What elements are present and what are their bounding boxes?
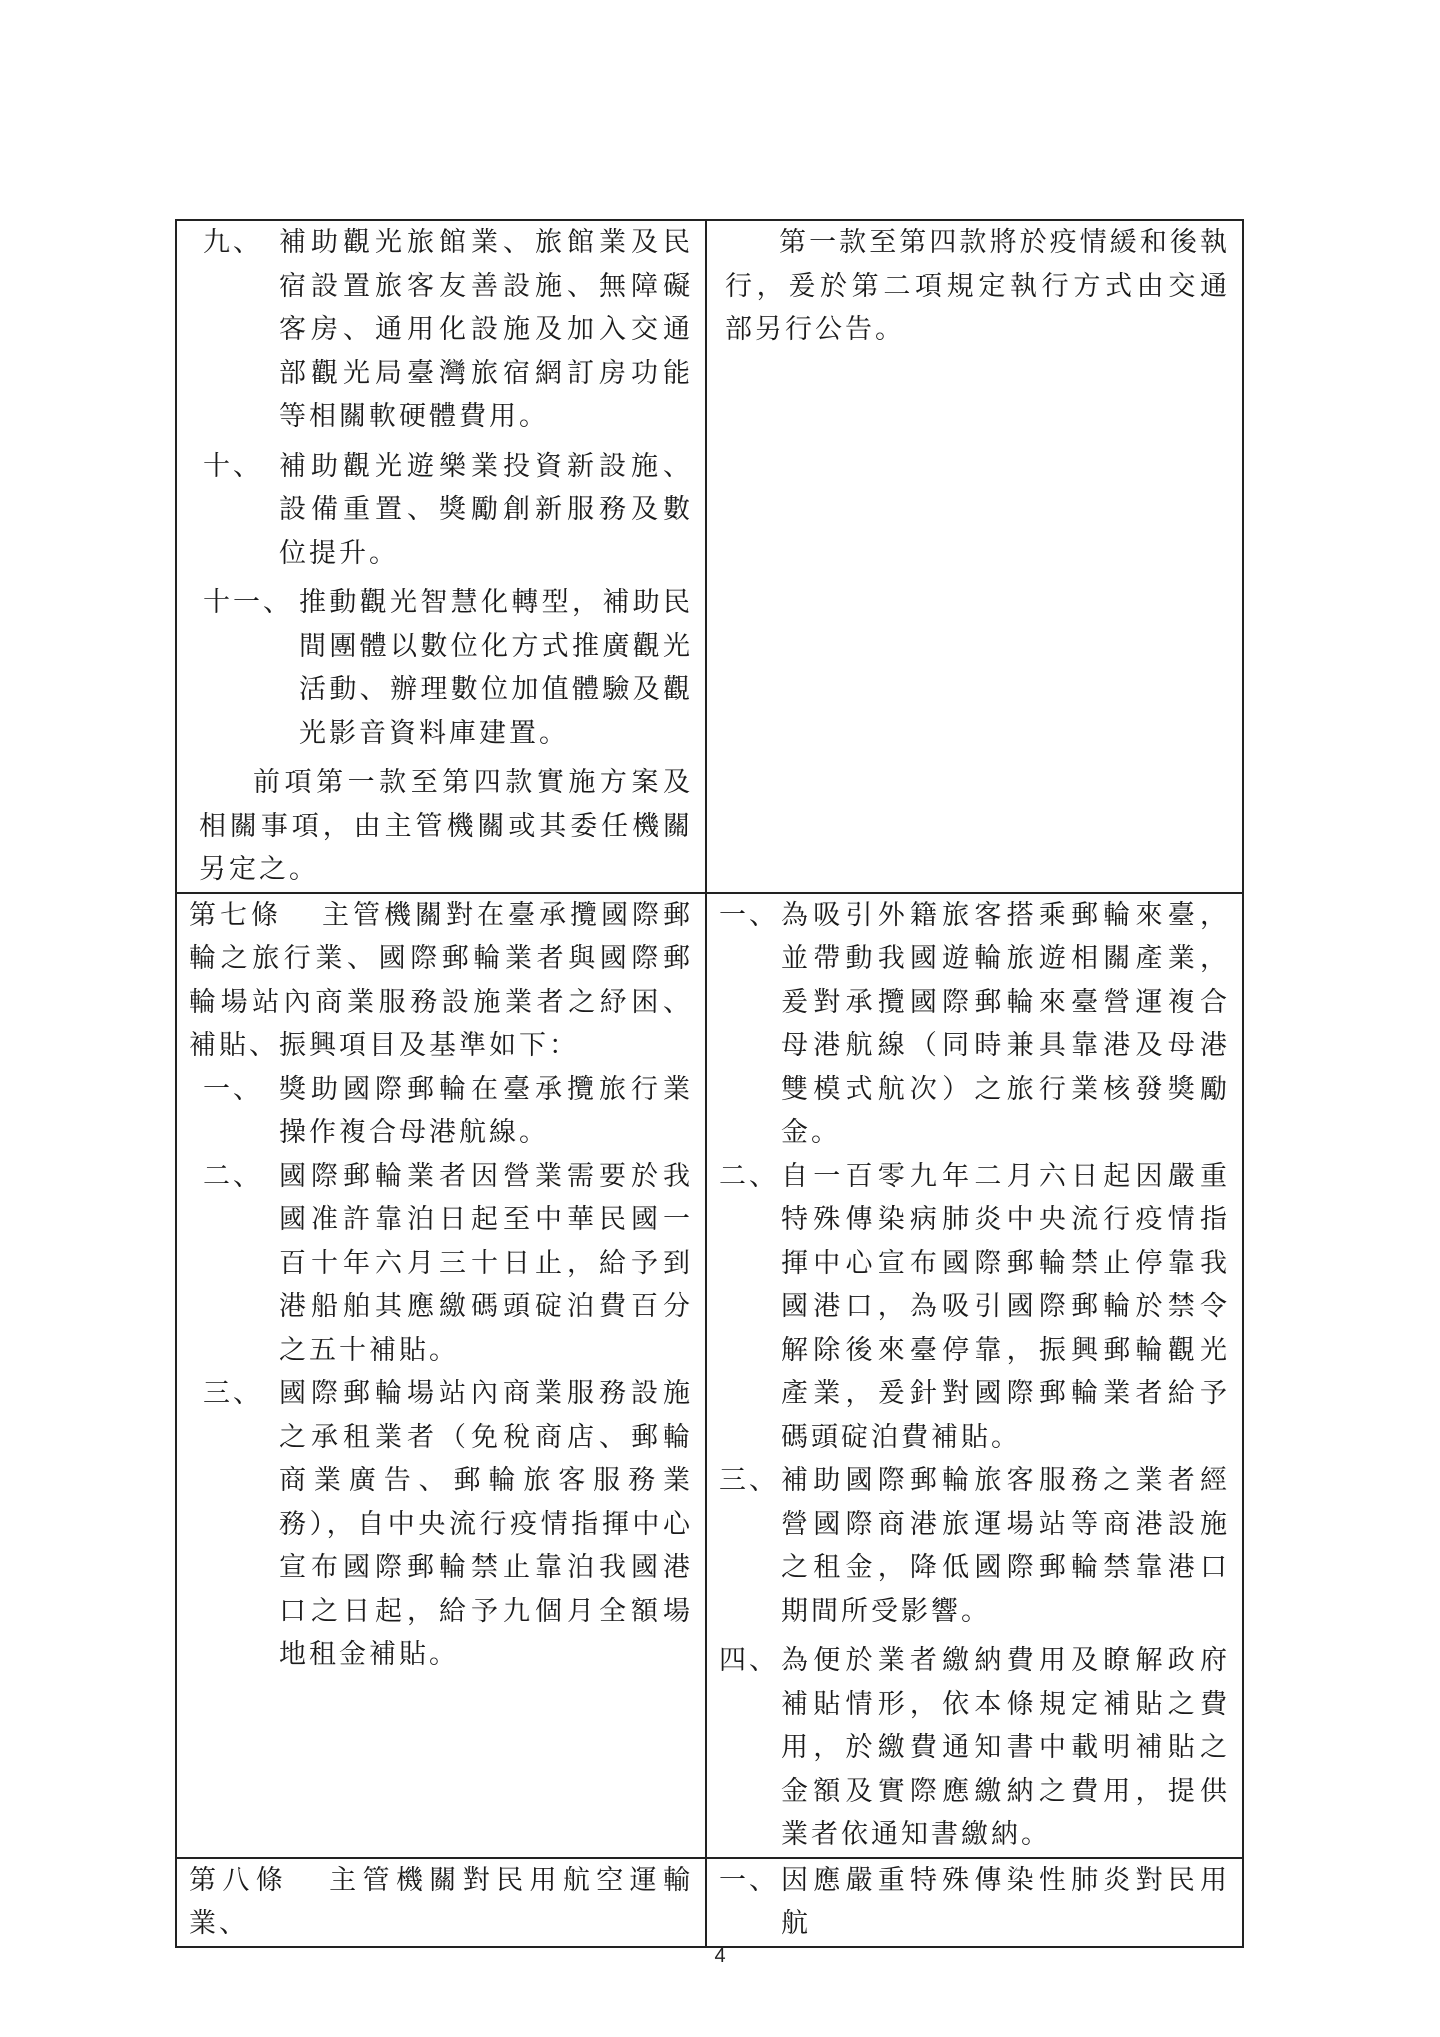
item-text: 補助觀光旅館業、旅館業及民宿設置旅客友善設施、無障礙客房、通用化設施及加入交通部觀光局臺灣旅宿網訂房功能等相關軟硬體費用。 [279,227,693,432]
article-title: 第七條 [189,899,282,931]
item-text: 為便於業者繳納費用及瞭解政府補貼情形，依本條規定補貼之費用，於繳費通知書中載明補貼之金額及實際應繳納之費用，提供業者依通知書繳納。 [781,1645,1230,1850]
right-cell [706,220,1243,893]
table-row [176,893,1243,1858]
list-item [719,894,1230,1155]
list-item [189,445,693,576]
list-item [189,1372,693,1677]
item-text: 國際郵輪場站內商業服務設施之承租業者（免稅商店、郵輪商業廣告、郵輪旅客服務業務），自中央流行疫情指揮中心宣布國際郵輪禁止靠泊我國港口之日起，給予九個月全額場地租金補貼。 [279,1378,693,1670]
item-label: 一、 [719,1864,779,1896]
list-item [189,1068,693,1155]
item-label: 二、 [203,1160,263,1192]
table-row [176,1858,1243,1947]
item-text: 補助觀光遊樂業投資新設施、設備重置、獎勵創新服務及數位提升。 [279,450,693,569]
article-heading [189,894,693,1068]
list-item [719,1155,1230,1460]
item-label: 一、 [203,1073,263,1105]
item-text: 國際郵輪業者因營業需要於我國准許靠泊日起至中華民國一百十年六月三十日止，給予到港船舶其應繳碼頭碇泊費百分之五十補貼。 [279,1160,693,1366]
item-text: 因應嚴重特殊傳染性肺炎對民用航 [781,1864,1230,1939]
item-label: 三、 [719,1465,779,1496]
page-number: 4 [714,1945,726,1967]
left-cell [176,1858,706,1947]
article-text: 主管機關對在臺承攬國際郵輪之旅行業、國際郵輪業者與國際郵輪場站內商業服務設施業者之紓困、補貼、振興項目及基準如下： [189,899,693,1061]
item-label: 一、 [719,899,779,931]
table-row [176,220,1243,893]
list-item [719,1459,1230,1633]
item-label: 十、 [203,450,263,482]
item-text: 獎助國際郵輪在臺承攬旅行業操作複合母港航線。 [279,1073,693,1148]
article-heading [189,1859,693,1946]
left-cell [176,893,706,1858]
list-item [719,1859,1230,1946]
item-text: 為吸引外籍旅客搭乘郵輪來臺，並帶動我國遊輪旅遊相關產業，爰對承攬國際郵輪來臺營運複合母港航線（同時兼具靠港及母港雙模式航次）之旅行業核發獎勵金。 [781,899,1230,1148]
article-title: 第八條 [189,1864,290,1896]
right-cell [706,1858,1243,1947]
item-label: 九、 [203,227,263,258]
list-item [189,581,693,755]
item-text: 補助國際郵輪旅客服務之業者經營國際商港旅運場站等商港設施之租金，降低國際郵輪禁靠港口期間所受影響。 [781,1465,1230,1627]
list-item [189,1155,693,1373]
right-cell [706,893,1243,1858]
comparison-table [175,219,1244,1948]
item-label: 四、 [719,1645,779,1676]
list-item [719,1639,1230,1857]
article-text: 主管機關對民用航空運輸業、 [189,1864,694,1939]
document-page [175,219,1242,1948]
item-text: 自一百零九年二月六日起因嚴重特殊傳染病肺炎中央流行疫情指揮中心宣布國際郵輪禁止停靠我國港口，為吸引國際郵輪於禁令解除後來臺停靠，振興郵輪觀光產業，爰針對國際郵輪業者給予碼頭碇泊費補貼。 [781,1160,1230,1453]
paragraph: 第一款至第四款將於疫情緩和後執行，爰於第二項規定執行方式由交通部另行公告。 [725,227,1230,345]
list-item [189,221,693,439]
item-label: 二、 [719,1160,779,1192]
item-label: 三、 [203,1378,263,1409]
left-cell [176,220,706,893]
item-text: 推動觀光智慧化轉型，補助民間團體以數位化方式推廣觀光活動、辦理數位加值體驗及觀光影音資料庫建置。 [299,587,693,749]
item-label: 十一、 [203,587,293,618]
paragraph: 前項第一款至第四款實施方案及相關事項，由主管機關或其委任機關另定之。 [199,767,693,885]
